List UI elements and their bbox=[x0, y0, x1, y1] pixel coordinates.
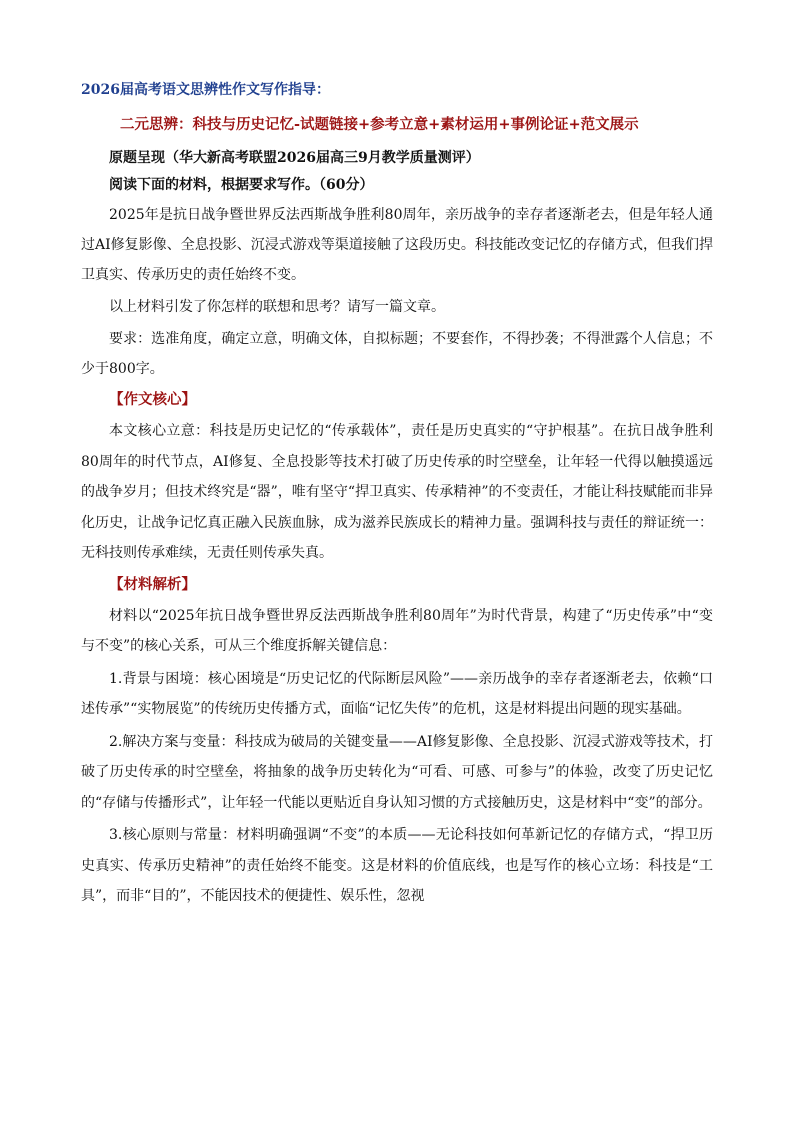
document-body bbox=[81, 78, 713, 914]
document-title: 2026届高考语文思辨性作文写作指导： bbox=[81, 82, 330, 98]
document-subtitle: 二元思辨：科技与历史记忆-试题链接+参考立意+素材运用+事例论证+范文展示 bbox=[120, 116, 639, 133]
core-paragraph: 本文核心立意：科技是历史记忆的“传承载体”，责任是历史真实的“守护根基”。在抗日战争胜利80周年的时代节点，AI修复、全息投影等技术打破了历史传承的时空壁垒，让年轻一代得以触摸遥远的战争岁月；但技术终究是“器”，唯有坚守“捍卫真实、传承精神”的不变责任，才能让科技赋能而非异化历史，让战争记忆真正融入民族血脉，成为滋养民族成长的精神力量。强调科技与责任的辩证统一：无科技则传承难续，无责任则传承失真。 bbox=[81, 423, 713, 561]
source-line: 原题呈现（华大新高考联盟2026届高三9月教学质量测评） bbox=[109, 150, 480, 166]
instruction-line: 阅读下面的材料，根据要求写作。（60分） bbox=[109, 177, 374, 193]
analysis-point: 1.背景与困境：核心困境是“历史记忆的代际断层风险”——亲历战争的幸存者逐渐老去，依赖“口述传承”“实物展览”的传统历史传播方式，面临“记忆失传”的危机，这是材料提出问题的现实基础。 bbox=[81, 670, 713, 717]
analysis-point: 2.解决方案与变量：科技成为破局的关键变量——AI修复影像、全息投影、沉浸式游戏等技术，打破了历史传承的时空壁垒，将抽象的战争历史转化为“可看、可感、可参与”的体验，改变了历史记忆的“存储与传播形式”，让年轻一代能以更贴近自身认知习惯的方式接触历史，这是材料中“变”的部分。 bbox=[81, 733, 713, 811]
analysis-point: 3.核心原则与常量：材料明确强调“不变”的本质——无论科技如何革新记忆的存储方式，“捍卫历史真实、传承历史精神”的责任始终不能变。这是材料的价值底线，也是写作的核心立场：科技是“工具”，而非“目的”，不能因技术的便捷性、娱乐性，忽视 bbox=[81, 827, 713, 904]
requirements-paragraph: 要求：选准角度，确定立意，明确文体，自拟标题；不要套作，不得抄袭；不得泄露个人信息；不少于800字。 bbox=[81, 331, 713, 377]
analysis-intro: 材料以“2025年抗日战争暨世界反法西斯战争胜利80周年”为时代背景，构建了“历史传承”中“变与不变”的核心关系，可从三个维度拆解关键信息： bbox=[81, 607, 713, 654]
section-heading-core: 【作文核心】 bbox=[109, 391, 196, 408]
section-heading-analysis: 【材料解析】 bbox=[109, 575, 196, 593]
prompt-paragraph: 以上材料引发了你怎样的联想和思考？请写一篇文章。 bbox=[109, 299, 445, 315]
material-paragraph: 2025年是抗日战争暨世界反法西斯战争胜利80周年，亲历战争的幸存者逐渐老去，但是年轻人通过AI修复影像、全息投影、沉浸式游戏等渠道接触了这段历史。科技能改变记忆的存储方式，但我们捍卫真实、传承历史的责任始终不变。 bbox=[81, 207, 713, 283]
